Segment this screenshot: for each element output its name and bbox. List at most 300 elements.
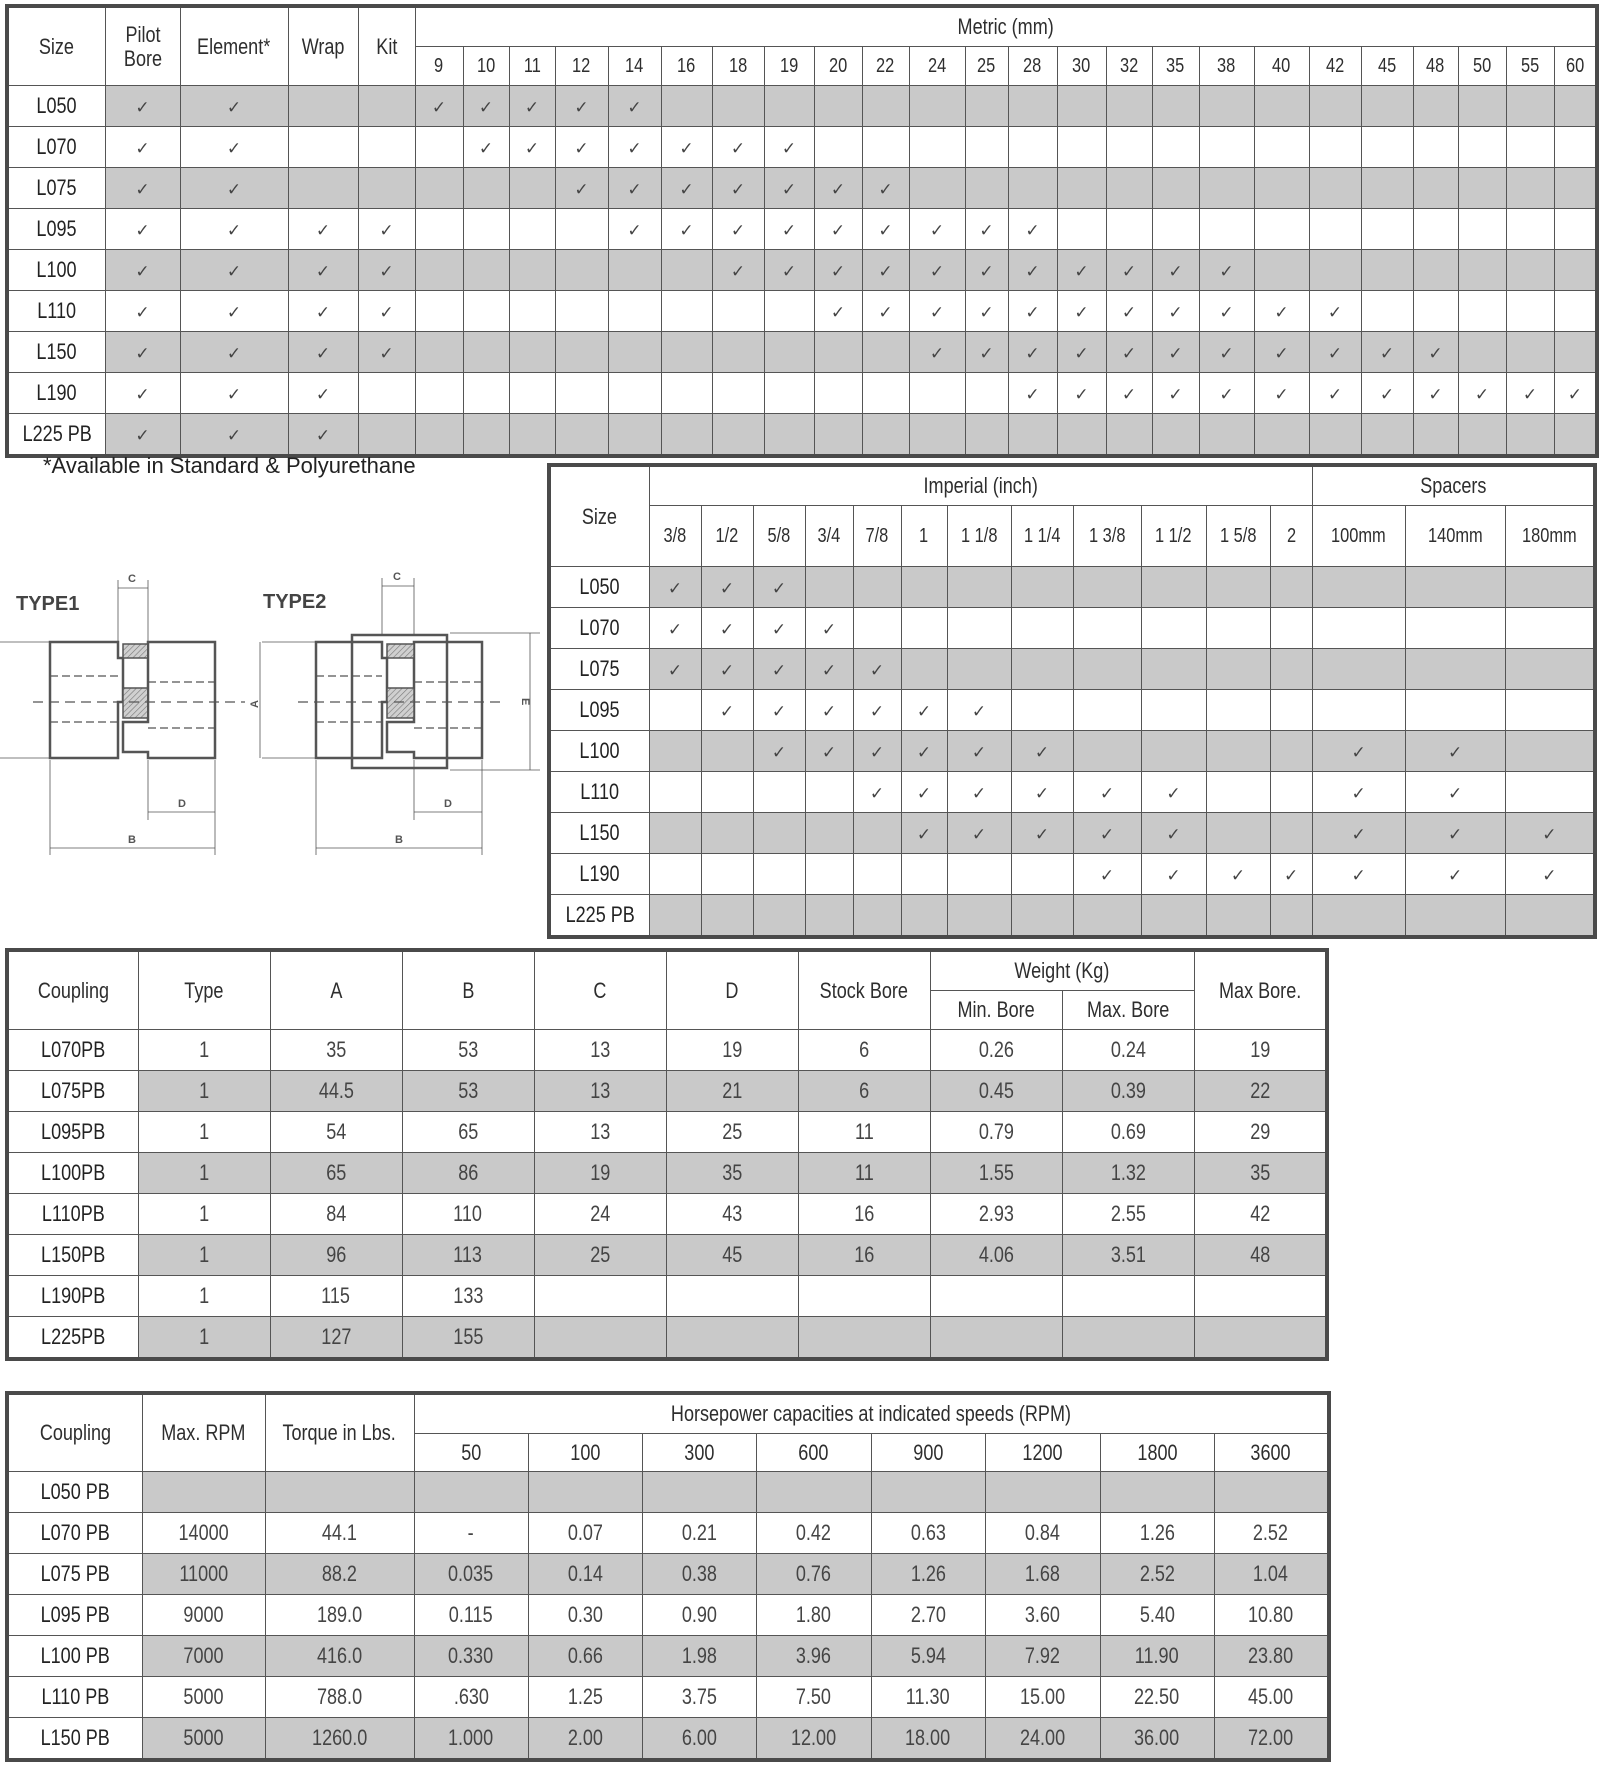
check-mark-icon: ✓ <box>1351 825 1366 845</box>
bore-cell-48 <box>1413 332 1458 373</box>
bore-cell-24 <box>909 291 965 332</box>
bore-cell-14 <box>608 86 661 127</box>
hp-cell-3600: 10.80 <box>1214 1595 1329 1636</box>
bore-cell-1-1-2 <box>1141 731 1206 772</box>
table-row <box>549 813 1595 854</box>
type1-dim-c: C <box>128 573 136 585</box>
bore-cell-1-1-4 <box>1011 854 1073 895</box>
check-mark-icon: ✓ <box>226 303 242 323</box>
bore-cell-12 <box>555 250 608 291</box>
check-mark-icon: ✓ <box>979 221 994 241</box>
d-cell: 25 <box>666 1112 798 1153</box>
bore-cell-50 <box>1458 291 1506 332</box>
header-speed-1200: 1200 <box>985 1434 1100 1472</box>
header-speed-300: 300 <box>642 1434 756 1472</box>
bore-cell-24 <box>909 250 965 291</box>
max-bore-cell <box>1062 1317 1194 1360</box>
bore-cell-45 <box>1361 168 1413 209</box>
bore-cell-32 <box>1106 209 1152 250</box>
bore-cell-2 <box>1270 772 1312 813</box>
check-mark-icon: ✓ <box>315 385 331 405</box>
element-cell <box>180 250 288 291</box>
hp-cell-1800: 2.52 <box>1100 1554 1214 1595</box>
bore-cell-45 <box>1361 291 1413 332</box>
header-speed-3600: 3600 <box>1214 1434 1329 1472</box>
bore-cell-40 <box>1254 209 1309 250</box>
spacer-cell-140mm <box>1405 690 1505 731</box>
check-mark-icon: ✓ <box>1168 303 1183 323</box>
check-mark-icon: ✓ <box>135 139 150 159</box>
bore-cell-28 <box>1008 209 1057 250</box>
check-mark-icon: ✓ <box>771 620 787 640</box>
type1-dim-d: D <box>178 798 186 810</box>
bore-cell-40 <box>1254 127 1309 168</box>
coupling-cell: L190PB <box>7 1276 138 1317</box>
check-mark-icon: ✓ <box>719 661 735 681</box>
bore-cell-60 <box>1554 168 1597 209</box>
bore-cell-18 <box>712 209 764 250</box>
bore-cell-5-8 <box>753 854 805 895</box>
bore-cell-38 <box>1199 250 1254 291</box>
bore-cell-11 <box>509 209 555 250</box>
check-mark-icon: ✓ <box>379 221 394 241</box>
bore-cell-1-1-8 <box>947 854 1011 895</box>
bore-cell-48 <box>1413 291 1458 332</box>
min-bore-cell <box>930 1317 1062 1360</box>
bore-cell-1-1-2 <box>1141 567 1206 608</box>
check-mark-icon: ✓ <box>929 303 945 323</box>
bore-cell-14 <box>608 291 661 332</box>
check-mark-icon: ✓ <box>719 579 735 599</box>
check-mark-icon: ✓ <box>1121 344 1137 364</box>
c-cell: 19 <box>534 1153 666 1194</box>
check-mark-icon: ✓ <box>1166 784 1181 804</box>
hp-cell-300: 0.21 <box>642 1513 756 1554</box>
bore-cell-32 <box>1106 291 1152 332</box>
horsepower-table <box>5 1391 1331 1762</box>
table-row <box>7 1071 1327 1112</box>
check-mark-icon: ✓ <box>821 661 837 681</box>
bore-cell-42 <box>1309 209 1361 250</box>
bore-cell-11 <box>509 86 555 127</box>
hp-cell-1200: 3.60 <box>985 1595 1100 1636</box>
coupling-cell: L075 PB <box>7 1554 142 1595</box>
spacer-cell-140mm <box>1405 608 1505 649</box>
bore-cell-11 <box>509 332 555 373</box>
max-bore-mm-cell: 19 <box>1194 1030 1327 1071</box>
bore-cell-20 <box>814 127 862 168</box>
check-mark-icon: ✓ <box>719 702 735 722</box>
check-mark-icon: ✓ <box>1428 385 1443 405</box>
bore-cell-9 <box>415 373 463 414</box>
bore-cell-35 <box>1152 291 1199 332</box>
size-cell: L110 <box>549 772 649 813</box>
bore-cell-45 <box>1361 127 1413 168</box>
check-mark-icon: ✓ <box>574 180 589 200</box>
table-row <box>7 1112 1327 1153</box>
hp-cell-600: 12.00 <box>756 1718 871 1761</box>
bore-cell-48 <box>1413 373 1458 414</box>
min-bore-cell: 1.55 <box>930 1153 1062 1194</box>
bore-cell-30 <box>1057 414 1106 457</box>
max-rpm-cell: 14000 <box>142 1513 265 1554</box>
header-imperial-1-1-8: 1 1/8 <box>947 506 1011 567</box>
bore-cell-5-8 <box>753 567 805 608</box>
wrap-cell <box>288 291 358 332</box>
bore-cell-10 <box>463 86 509 127</box>
table-row <box>7 1513 1329 1554</box>
table-row <box>549 854 1595 895</box>
bore-cell-3-4 <box>805 690 853 731</box>
bore-cell-9 <box>415 291 463 332</box>
hp-cell-50: 0.035 <box>414 1554 528 1595</box>
bore-cell-1-2 <box>701 731 753 772</box>
element-cell <box>180 332 288 373</box>
torque-cell: 416.0 <box>265 1636 414 1677</box>
check-mark-icon: ✓ <box>315 426 331 446</box>
table-row <box>549 772 1595 813</box>
bore-cell-5-8 <box>753 649 805 690</box>
bore-cell-1-1-4 <box>1011 813 1073 854</box>
bore-cell-3-4 <box>805 567 853 608</box>
size-cell: L225 PB <box>549 895 649 938</box>
stock-bore-cell: 6 <box>798 1030 930 1071</box>
bore-cell-14 <box>608 373 661 414</box>
bore-cell-19 <box>764 86 814 127</box>
bore-cell-50 <box>1458 127 1506 168</box>
check-mark-icon: ✓ <box>730 139 746 159</box>
size-cell: L050 <box>549 567 649 608</box>
stock-bore-cell <box>798 1317 930 1360</box>
check-mark-icon: ✓ <box>226 139 242 159</box>
d-cell: 43 <box>666 1194 798 1235</box>
spacer-cell-140mm <box>1405 813 1505 854</box>
bore-cell-1-2 <box>701 649 753 690</box>
bore-cell-3-8 <box>649 772 701 813</box>
hp-cell-1800: 1.26 <box>1100 1513 1214 1554</box>
check-mark-icon: ✓ <box>1099 866 1115 886</box>
bore-cell-35 <box>1152 168 1199 209</box>
bore-cell-5-8 <box>753 895 805 938</box>
spacer-cell-140mm <box>1405 649 1505 690</box>
bore-cell-45 <box>1361 250 1413 291</box>
header-metric-28: 28 <box>1008 47 1057 86</box>
table-row <box>7 1317 1327 1360</box>
check-mark-icon: ✓ <box>971 784 987 804</box>
check-mark-icon: ✓ <box>679 180 694 200</box>
spacer-cell-140mm <box>1405 567 1505 608</box>
bore-cell-22 <box>862 209 909 250</box>
header-imperial-1-1-4: 1 1/4 <box>1011 506 1073 567</box>
bore-cell-14 <box>608 414 661 457</box>
hp-cell-50: 0.330 <box>414 1636 528 1677</box>
bore-cell-5-8 <box>753 731 805 772</box>
bore-cell-19 <box>764 373 814 414</box>
check-mark-icon: ✓ <box>771 702 787 722</box>
c-cell: 13 <box>534 1112 666 1153</box>
hp-cell-50 <box>414 1472 528 1513</box>
c-cell: 13 <box>534 1030 666 1071</box>
bore-cell-1-1-8 <box>947 690 1011 731</box>
hp-cell-300: 1.98 <box>642 1636 756 1677</box>
bore-cell-22 <box>862 291 909 332</box>
bore-cell-30 <box>1057 332 1106 373</box>
check-mark-icon: ✓ <box>226 98 242 118</box>
hp-cell-1200: 0.84 <box>985 1513 1100 1554</box>
bore-cell-2 <box>1270 608 1312 649</box>
spacer-cell-180mm <box>1505 813 1595 854</box>
check-mark-icon: ✓ <box>226 344 242 364</box>
bore-cell-18 <box>712 291 764 332</box>
table-row <box>7 373 1597 414</box>
type-cell: 1 <box>138 1112 270 1153</box>
header-speed-900: 900 <box>871 1434 985 1472</box>
check-mark-icon: ✓ <box>1351 866 1366 886</box>
dimensions-table <box>5 948 1329 1361</box>
hp-cell-1800: 11.90 <box>1100 1636 1214 1677</box>
hp-cell-1200: 24.00 <box>985 1718 1100 1761</box>
check-mark-icon: ✓ <box>830 221 846 241</box>
type-cell: 1 <box>138 1071 270 1112</box>
bore-cell-38 <box>1199 332 1254 373</box>
bore-cell-3-8 <box>649 690 701 731</box>
check-mark-icon: ✓ <box>771 743 787 763</box>
bore-cell-1-2 <box>701 690 753 731</box>
check-mark-icon: ✓ <box>135 98 150 118</box>
bore-cell-1 <box>901 690 947 731</box>
bore-cell-25 <box>965 250 1008 291</box>
max-bore-cell: 1.32 <box>1062 1153 1194 1194</box>
hp-cell-100: 2.00 <box>528 1718 642 1761</box>
check-mark-icon: ✓ <box>1274 303 1289 323</box>
bore-cell-1-1-8 <box>947 813 1011 854</box>
bore-cell-18 <box>712 373 764 414</box>
stock-bore-cell: 11 <box>798 1112 930 1153</box>
coupling-cell: L070PB <box>7 1030 138 1071</box>
bore-cell-1-3-8 <box>1073 608 1141 649</box>
bore-cell-55 <box>1506 291 1554 332</box>
type1-dim-b: B <box>128 834 136 846</box>
header-metric-32: 32 <box>1106 47 1152 86</box>
header-size: Size <box>549 465 649 567</box>
bore-cell-10 <box>463 414 509 457</box>
kit-cell <box>358 373 415 414</box>
spacer-cell-100mm <box>1312 895 1405 938</box>
hp-cell-1800: 36.00 <box>1100 1718 1214 1761</box>
bore-cell-3-8 <box>649 731 701 772</box>
hp-cell-1200: 15.00 <box>985 1677 1100 1718</box>
coupling-cell: L095 PB <box>7 1595 142 1636</box>
hp-cell-300 <box>642 1472 756 1513</box>
bore-cell-3-4 <box>805 608 853 649</box>
bore-cell-9 <box>415 168 463 209</box>
type2-label: TYPE2 <box>263 591 327 613</box>
bore-cell-9 <box>415 127 463 168</box>
spacer-cell-140mm <box>1405 731 1505 772</box>
bore-cell-5-8 <box>753 813 805 854</box>
bore-cell-18 <box>712 250 764 291</box>
bore-cell-38 <box>1199 291 1254 332</box>
check-mark-icon: ✓ <box>771 579 787 599</box>
bore-cell-11 <box>509 291 555 332</box>
check-mark-icon: ✓ <box>1448 866 1463 886</box>
header-hp-group: Horsepower capacities at indicated speeds (RPM) <box>414 1393 1329 1434</box>
bore-cell-1-1-8 <box>947 772 1011 813</box>
bore-cell-3-4 <box>805 854 853 895</box>
bore-cell-1-3-8 <box>1073 772 1141 813</box>
check-mark-icon: ✓ <box>929 344 945 364</box>
bore-cell-1-3-8 <box>1073 854 1141 895</box>
bore-cell-1-2 <box>701 567 753 608</box>
header-a: A <box>270 950 402 1030</box>
check-mark-icon: ✓ <box>1166 866 1181 886</box>
c-cell <box>534 1276 666 1317</box>
bore-cell-7-8 <box>853 690 901 731</box>
bore-cell-38 <box>1199 168 1254 209</box>
stock-bore-cell: 16 <box>798 1235 930 1276</box>
bore-cell-42 <box>1309 291 1361 332</box>
max-rpm-cell: 5000 <box>142 1677 265 1718</box>
max-bore-mm-cell <box>1194 1276 1327 1317</box>
element-cell <box>180 291 288 332</box>
bore-cell-1 <box>901 854 947 895</box>
bore-cell-1 <box>901 567 947 608</box>
bore-cell-1-5-8 <box>1206 854 1270 895</box>
check-mark-icon: ✓ <box>821 620 837 640</box>
check-mark-icon: ✓ <box>315 262 331 282</box>
bore-cell-3-8 <box>649 649 701 690</box>
spacer-cell-100mm <box>1312 731 1405 772</box>
check-mark-icon: ✓ <box>627 98 642 118</box>
max-bore-mm-cell: 35 <box>1194 1153 1327 1194</box>
coupling-cell: L150PB <box>7 1235 138 1276</box>
bore-cell-3-8 <box>649 567 701 608</box>
check-mark-icon: ✓ <box>1121 303 1137 323</box>
stock-bore-cell: 6 <box>798 1071 930 1112</box>
size-cell: L100 <box>549 731 649 772</box>
min-bore-cell: 4.06 <box>930 1235 1062 1276</box>
max-bore-cell: 0.24 <box>1062 1030 1194 1071</box>
bore-cell-16 <box>661 332 712 373</box>
header-imperial-7-8: 7/8 <box>853 506 901 567</box>
bore-cell-1-2 <box>701 813 753 854</box>
bore-cell-7-8 <box>853 608 901 649</box>
bore-cell-7-8 <box>853 731 901 772</box>
bore-cell-12 <box>555 209 608 250</box>
table-row <box>7 250 1597 291</box>
bore-cell-3-4 <box>805 772 853 813</box>
coupling-cell: L110PB <box>7 1194 138 1235</box>
torque-cell: 88.2 <box>265 1554 414 1595</box>
header-max-bore-mm: Max Bore. <box>1194 950 1327 1030</box>
table-row <box>7 127 1597 168</box>
size-cell: L050 <box>7 86 105 127</box>
bore-cell-19 <box>764 168 814 209</box>
check-mark-icon: ✓ <box>135 344 150 364</box>
torque-cell <box>265 1472 414 1513</box>
bore-cell-20 <box>814 332 862 373</box>
bore-cell-20 <box>814 86 862 127</box>
element-cell <box>180 127 288 168</box>
hp-cell-100: 0.07 <box>528 1513 642 1554</box>
bore-cell-1-2 <box>701 895 753 938</box>
check-mark-icon: ✓ <box>1219 344 1234 364</box>
bore-cell-12 <box>555 332 608 373</box>
check-mark-icon: ✓ <box>1025 303 1040 323</box>
torque-cell: 788.0 <box>265 1677 414 1718</box>
check-mark-icon: ✓ <box>781 180 797 200</box>
bore-cell-16 <box>661 86 712 127</box>
spacer-cell-100mm <box>1312 854 1405 895</box>
bore-cell-18 <box>712 332 764 373</box>
bore-cell-42 <box>1309 414 1361 457</box>
check-mark-icon: ✓ <box>1219 303 1234 323</box>
table-row <box>7 1194 1327 1235</box>
size-cell: L070 <box>549 608 649 649</box>
bore-cell-10 <box>463 373 509 414</box>
bore-cell-1-5-8 <box>1206 608 1270 649</box>
pilot-bore-cell <box>105 86 180 127</box>
bore-cell-32 <box>1106 127 1152 168</box>
hp-cell-3600 <box>1214 1472 1329 1513</box>
coupling-cell: L075PB <box>7 1071 138 1112</box>
check-mark-icon: ✓ <box>869 661 885 681</box>
check-mark-icon: ✓ <box>1351 743 1366 763</box>
bore-cell-42 <box>1309 373 1361 414</box>
bore-cell-40 <box>1254 414 1309 457</box>
bore-cell-50 <box>1458 86 1506 127</box>
check-mark-icon: ✓ <box>821 743 837 763</box>
kit-cell <box>358 86 415 127</box>
bore-cell-60 <box>1554 332 1597 373</box>
d-cell <box>666 1317 798 1360</box>
header-imperial-3-8: 3/8 <box>649 506 701 567</box>
bore-cell-9 <box>415 414 463 457</box>
type-cell: 1 <box>138 1276 270 1317</box>
bore-cell-30 <box>1057 250 1106 291</box>
table-row <box>7 209 1597 250</box>
check-mark-icon: ✓ <box>1274 344 1289 364</box>
bore-cell-24 <box>909 414 965 457</box>
size-cell: L075 <box>7 168 105 209</box>
bore-cell-60 <box>1554 209 1597 250</box>
check-mark-icon: ✓ <box>1448 784 1463 804</box>
max-bore-cell: 0.39 <box>1062 1071 1194 1112</box>
bore-cell-28 <box>1008 373 1057 414</box>
type-cell: 1 <box>138 1030 270 1071</box>
header-spacer-180mm: 180mm <box>1505 506 1595 567</box>
bore-cell-19 <box>764 127 814 168</box>
bore-cell-55 <box>1506 127 1554 168</box>
pilot-bore-cell <box>105 332 180 373</box>
spacer-cell-140mm <box>1405 854 1505 895</box>
check-mark-icon: ✓ <box>667 579 683 599</box>
metric-bore-table <box>5 4 1599 458</box>
max-rpm-cell: 7000 <box>142 1636 265 1677</box>
bore-cell-1-1-8 <box>947 649 1011 690</box>
bore-cell-60 <box>1554 414 1597 457</box>
check-mark-icon: ✓ <box>1230 866 1246 886</box>
pilot-bore-cell <box>105 291 180 332</box>
bore-cell-11 <box>509 127 555 168</box>
size-cell: L095 <box>7 209 105 250</box>
b-cell: 113 <box>402 1235 534 1276</box>
spacer-cell-180mm <box>1505 772 1595 813</box>
spacer-cell-180mm <box>1505 895 1595 938</box>
bore-cell-16 <box>661 209 712 250</box>
check-mark-icon: ✓ <box>979 344 994 364</box>
header-metric-35: 35 <box>1152 47 1199 86</box>
